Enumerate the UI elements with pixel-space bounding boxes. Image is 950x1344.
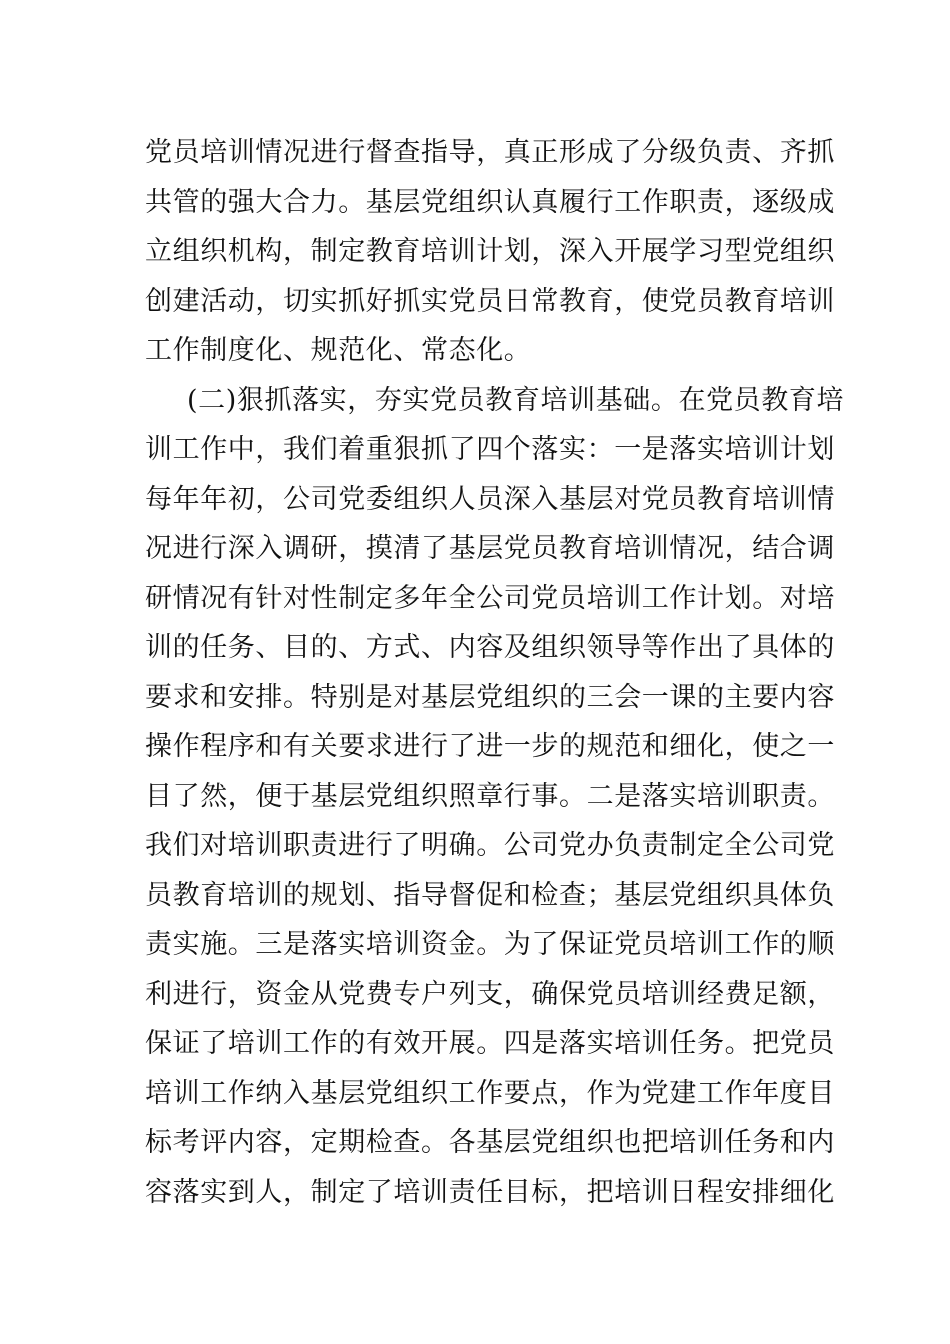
text-line: 容落实到人，制定了培训责任目标，把培训日程安排细化 [145,1176,835,1208]
text-line: 党员培训情况进行督查指导，真正形成了分级负责、齐抓 [145,137,835,168]
text-line: 况进行深入调研，摸清了基层党员教育培训情况，结合调 [145,533,835,564]
text-line: 责实施。三是落实培训资金。为了保证党员培训工作的顺 [145,929,835,960]
text-line: 研情况有针对性制定多年全公司党员培训工作计划。对培 [145,582,835,614]
text-line: 共管的强大合力。基层党组织认真履行工作职责，逐级成 [145,186,835,218]
text-line: 训工作中，我们着重狠抓了四个落实：一是落实培训计划 [145,434,835,465]
text-line: 工作制度化、规范化、常态化。 [145,335,532,366]
text-line: 我们对培训职责进行了明确。公司党办负责制定全公司党 [145,830,835,861]
text-line: 培训工作纳入基层党组织工作要点，作为党建工作年度目 [145,1077,835,1109]
text-line: 每年年初，公司党委组织人员深入基层对党员教育培训情 [145,483,835,515]
text-line: 利进行，资金从党费专户列支，确保党员培训经费足额， [145,978,835,1010]
text-line: 保证了培训工作的有效开展。四是落实培训任务。把党员 [145,1028,835,1059]
text-line: 操作程序和有关要求进行了进一步的规范和细化，使之一 [145,731,835,762]
body-text [145,128,845,1217]
text-line: 标考评内容，定期检查。各基层党组织也把培训任务和内 [145,1127,835,1158]
text-line: 创建活动，切实抓好抓实党员日常教育，使党员教育培训 [145,285,835,317]
text-line: 要求和安排。特别是对基层党组织的三会一课的主要内容 [145,681,835,713]
section-heading-line: (二)狠抓落实，夯实党员教育培训基础。在党员教育培 [187,384,845,416]
text-line: 立组织机构，制定教育培训计划，深入开展学习型党组织 [145,236,835,267]
text-line: 训的任务、目的、方式、内容及组织领导等作出了具体的 [145,632,835,663]
text-line: 目了然，便于基层党组织照章行事。二是落实培训职责。 [145,780,835,812]
text-line: 员教育培训的规划、指导督促和检查；基层党组织具体负 [145,879,835,911]
